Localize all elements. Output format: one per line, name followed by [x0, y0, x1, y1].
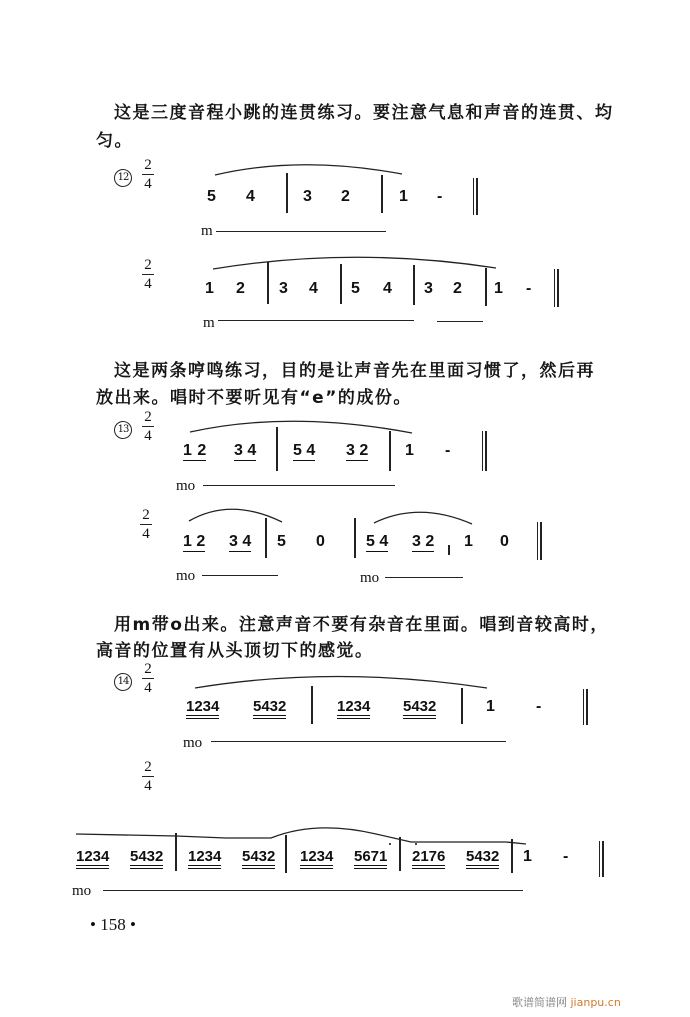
note: 1: [523, 848, 532, 865]
note: 2: [236, 280, 245, 297]
note-group: 5432: [403, 698, 436, 716]
bar-line: [511, 839, 513, 873]
exercise-number-13: 13: [114, 418, 132, 439]
note-group: 3 2: [412, 533, 435, 550]
bar-line: [399, 837, 401, 871]
note: -: [563, 848, 569, 865]
note: 0: [500, 533, 509, 550]
note-group: 5671: [354, 848, 387, 866]
note-group: 1 2: [183, 533, 206, 550]
lyric: mo: [360, 570, 380, 586]
note: 3: [303, 188, 312, 205]
bar-line: [267, 262, 269, 304]
note: -: [437, 188, 443, 205]
note-group: 1 2: [183, 442, 207, 459]
final-bar-line: [583, 689, 588, 725]
note-group: 5432: [466, 848, 499, 866]
note-group: 5432: [253, 698, 286, 716]
slur-icon: [215, 163, 405, 183]
note: 4: [309, 280, 318, 297]
bar-line: [285, 835, 287, 873]
note: 1: [405, 442, 414, 459]
note: 4: [383, 280, 392, 297]
sustain-line: [437, 321, 483, 322]
paragraph-1-line-2: 匀。: [96, 131, 133, 151]
note: 0: [316, 533, 325, 550]
time-signature: 2 4: [140, 508, 152, 542]
note: 4: [246, 188, 255, 205]
paragraph-1-line-1: 这是三度音程小跳的连贯练习。要注意气息和声音的连贯、均: [114, 103, 614, 123]
note: -: [445, 442, 451, 459]
note-group: 1234: [188, 848, 221, 866]
bar-line: [311, 686, 313, 724]
note-group: 5432: [242, 848, 275, 866]
bar-line: [381, 175, 383, 213]
lyric: mo: [176, 478, 196, 494]
note-group: 5432: [130, 848, 163, 866]
slur-icon: [190, 418, 415, 438]
note: 2: [341, 188, 350, 205]
sustain-line: [202, 575, 278, 576]
exercise-number-12: 12: [114, 166, 132, 187]
note-group: 5 4: [293, 442, 316, 459]
note: 1: [464, 533, 473, 550]
sustain-line: [218, 320, 414, 321]
bar-line: [265, 518, 267, 558]
paragraph-2-line-1: 这是两条哼鸣练习，目的是让声音先在里面习惯了，然后再: [114, 361, 595, 381]
lyric: mo: [176, 568, 196, 584]
note-group: 2176: [412, 848, 445, 866]
watermark: 歌谱简谱网 jianpu.cn: [512, 996, 621, 1009]
note: 2: [453, 280, 462, 297]
bar-line: [448, 545, 450, 555]
lyric: mo: [183, 735, 203, 751]
bar-line: [389, 431, 391, 471]
sustain-line: [203, 485, 395, 486]
note-group: 3 2: [346, 442, 369, 459]
paragraph-3-line-2: 高音的位置有从头顶切下的感觉。: [96, 641, 374, 661]
bar-line: [354, 518, 356, 558]
paragraph-2-line-2: 放出来。唱时不要听见有“e”的成份。: [96, 388, 412, 408]
time-signature: 2 4: [142, 158, 154, 192]
bar-line: [413, 265, 415, 305]
bar-line: [485, 268, 487, 306]
page-number: • 158 •: [90, 915, 136, 934]
note: -: [536, 698, 542, 715]
slur-icon: [213, 256, 498, 276]
time-signature: 2 4: [142, 258, 154, 292]
note-group: 5 4: [366, 533, 389, 550]
lyric: m: [203, 315, 215, 331]
sustain-line: [211, 741, 506, 742]
note: 3: [279, 280, 288, 297]
sustain-line: [216, 231, 386, 232]
lyric: m: [201, 223, 213, 239]
high-octave-dot: [389, 843, 391, 845]
note: 1: [486, 698, 495, 715]
note-group: 1234: [300, 848, 333, 866]
time-signature: 2 4: [142, 410, 154, 444]
note-group: 3 4: [234, 442, 257, 459]
sustain-line: [385, 577, 463, 578]
slur-icon: [374, 509, 474, 529]
slur-icon: [195, 675, 490, 695]
note: 1: [399, 188, 408, 205]
note: 5: [351, 280, 360, 297]
bar-line: [175, 833, 177, 871]
bar-line: [286, 173, 288, 213]
time-signature: 2 4: [142, 662, 154, 696]
bar-line: [340, 264, 342, 304]
note: 3: [424, 280, 433, 297]
bar-line: [276, 427, 278, 471]
final-bar-line: [554, 269, 559, 307]
final-bar-line: [599, 841, 604, 877]
high-octave-dot: [415, 843, 417, 845]
note-group: 1234: [337, 698, 370, 716]
note: 1: [205, 280, 214, 297]
exercise-number-14: 14: [114, 670, 132, 691]
bar-line: [461, 688, 463, 724]
paragraph-3-line-1: 用m带o出来。注意声音不要有杂音在里面。唱到音较高时，: [114, 615, 609, 635]
note: 5: [277, 533, 286, 550]
time-signature: 2 4: [142, 760, 154, 794]
note: -: [526, 280, 532, 297]
note: 1: [494, 280, 503, 297]
note-group: 3 4: [229, 533, 252, 550]
note: 5: [207, 188, 216, 205]
lyric: mo: [72, 883, 92, 899]
slur-icon: [189, 507, 284, 527]
final-bar-line: [537, 522, 542, 560]
note-group: 1234: [186, 698, 219, 716]
final-bar-line: [482, 431, 487, 471]
note-group: 1234: [76, 848, 109, 866]
sustain-line: [103, 890, 523, 891]
final-bar-line: [473, 178, 478, 215]
